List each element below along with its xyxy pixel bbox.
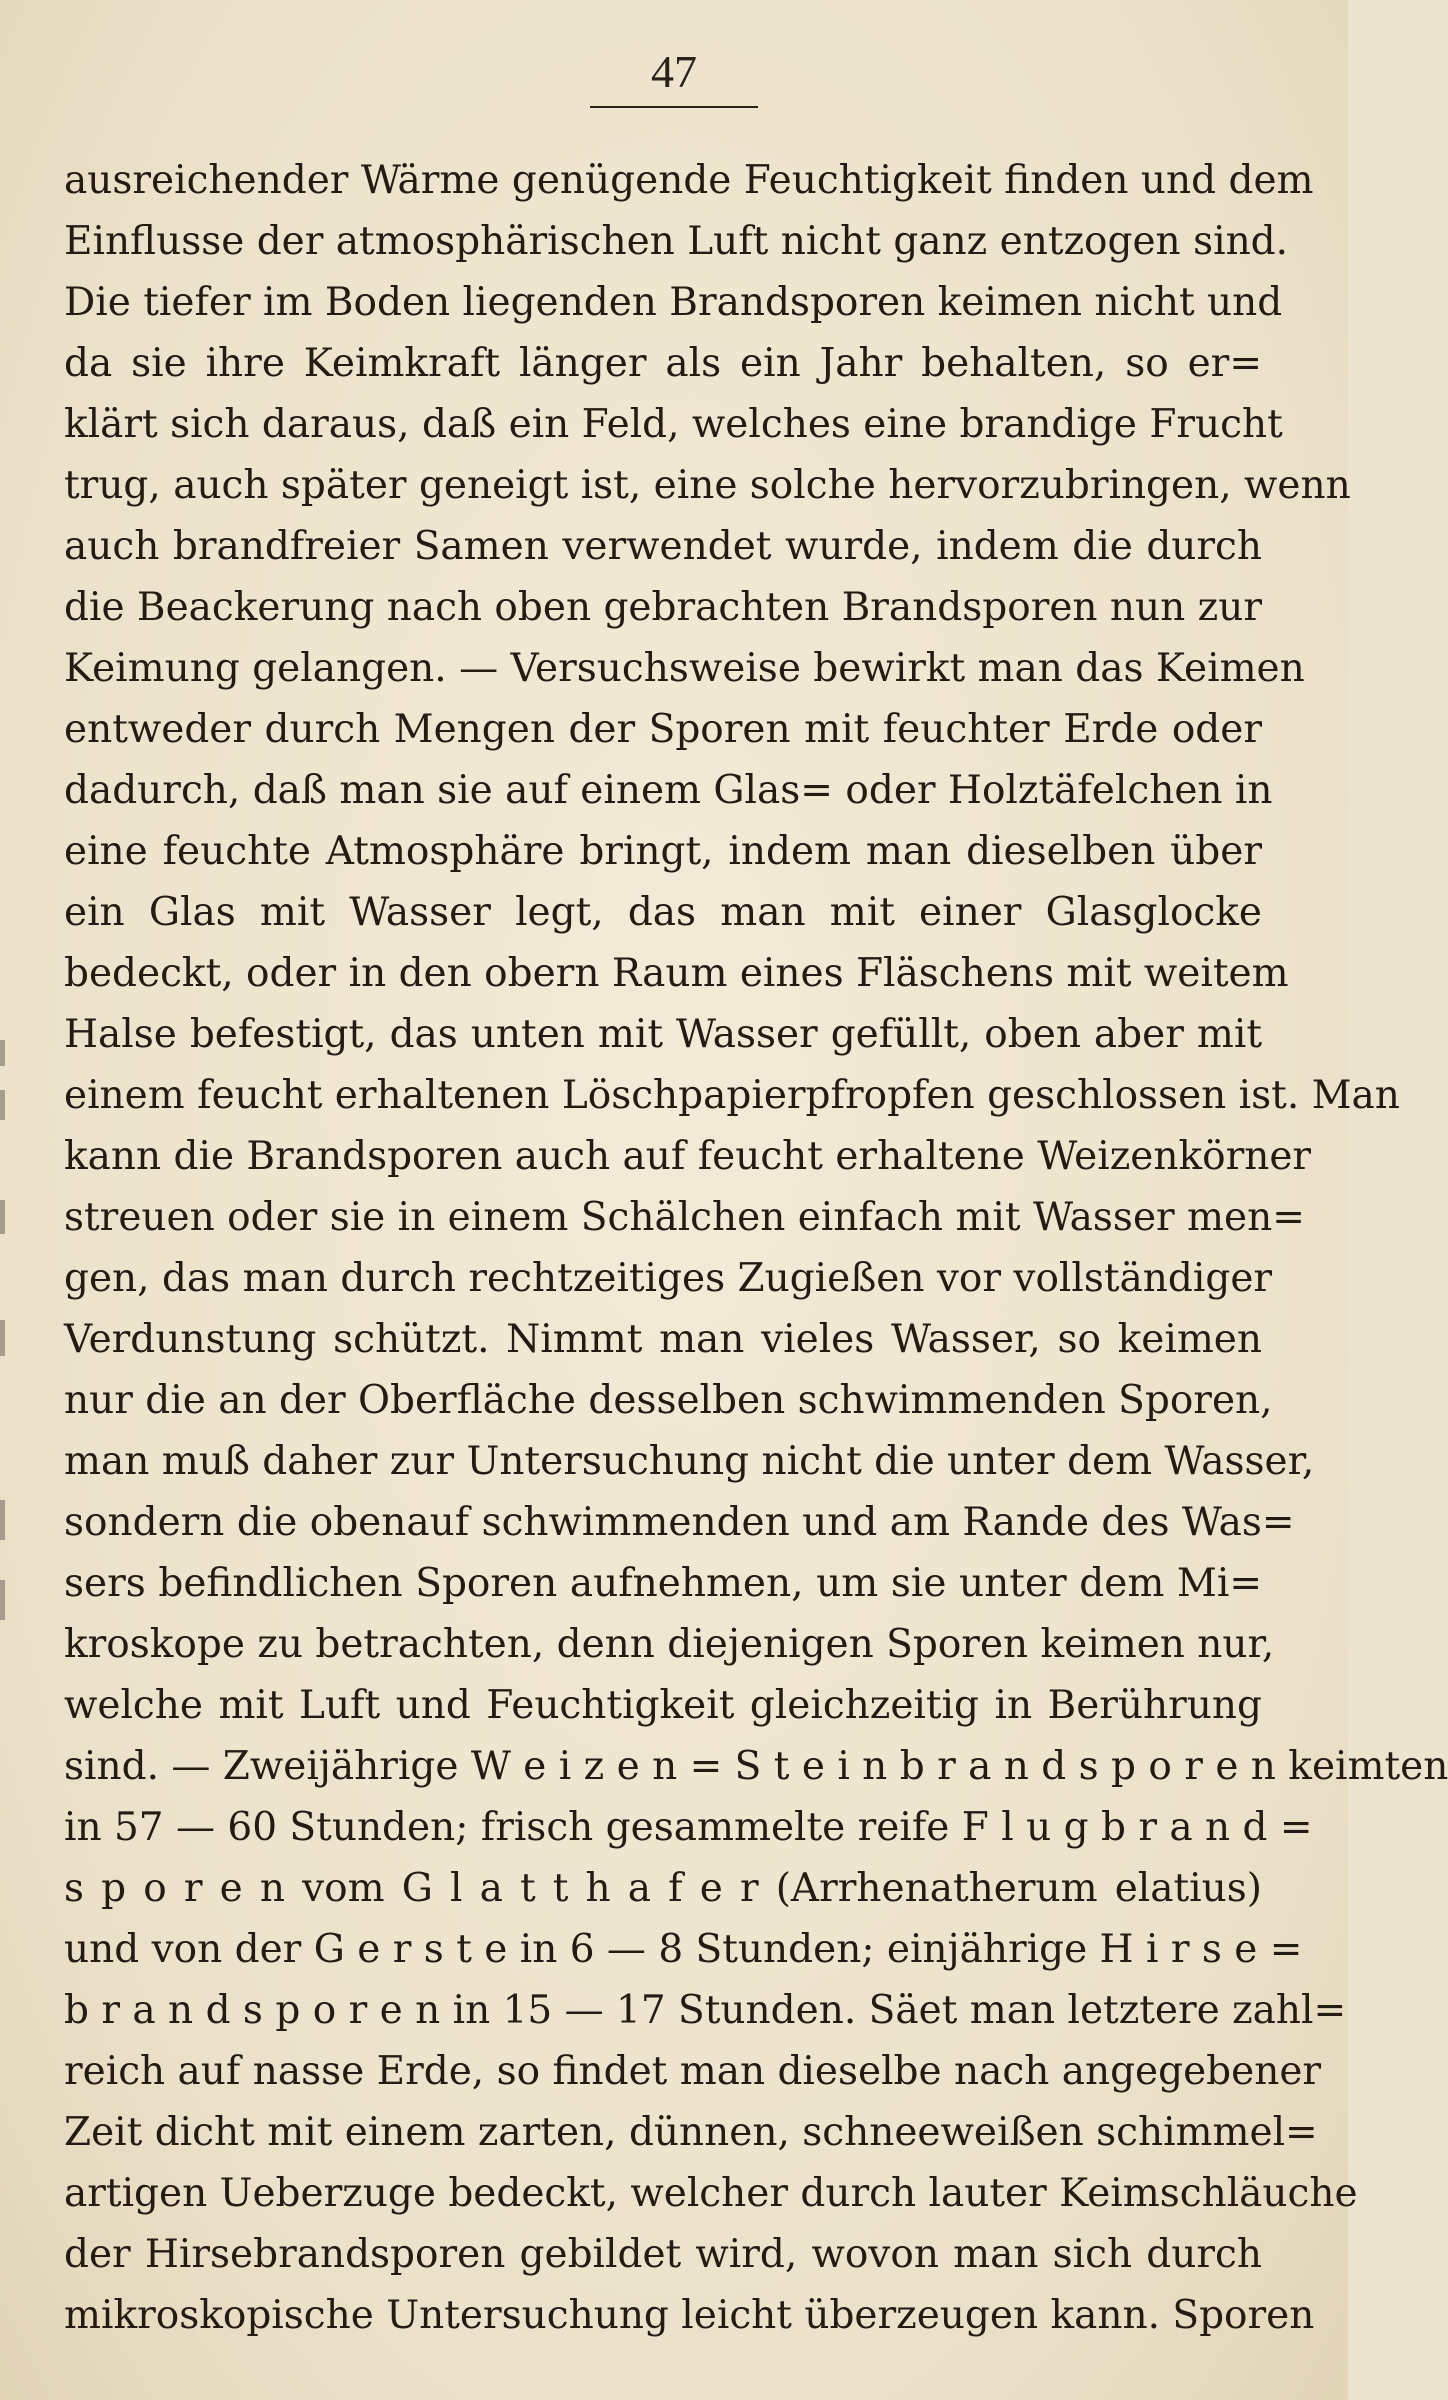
text-line: kroskope zu betrachten, denn diejenigen Sporen keimen nur, xyxy=(64,1622,1275,1667)
text-line: Die tiefer im Boden liegenden Brandsporen keimen nicht und xyxy=(64,280,1283,325)
text-line: mikroskopische Untersuchung leicht überzeugen kann. Sporen xyxy=(64,2293,1315,2338)
text-line: reich auf nasse Erde, so findet man dieselbe nach angegebener xyxy=(64,2049,1322,2094)
text-line: sind. — Zweijährige W e i z e n = S t e i n b r a n d s p o r e n keimten xyxy=(64,1744,1448,1789)
text-line: Halse befestigt, das unten mit Wasser gefüllt, oben aber mit xyxy=(64,1012,1262,1057)
text-line: ein Glas mit Wasser legt, das man mit einer Glasglocke xyxy=(64,890,1262,935)
text-line: Verdunstung schützt. Nimmt man vieles Wasser, so keimen xyxy=(64,1317,1262,1362)
text-line: man muß daher zur Untersuchung nicht die unter dem Wasser, xyxy=(64,1439,1315,1484)
spine-mark xyxy=(0,1320,5,1356)
text-line: b r a n d s p o r e n in 15 — 17 Stunden. Säet man letztere zahl= xyxy=(64,1988,1347,2033)
text-line: kann die Brandsporen auch auf feucht erhaltene Weizenkörner xyxy=(64,1134,1312,1179)
spine-mark xyxy=(0,1200,5,1234)
text-line: klärt sich daraus, daß ein Feld, welches eine brandige Frucht xyxy=(64,402,1283,447)
text-line: die Beackerung nach oben gebrachten Brandsporen nun zur xyxy=(64,585,1262,630)
text-line: sers befindlichen Sporen aufnehmen, um sie unter dem Mi= xyxy=(64,1561,1262,1606)
text-line: eine feuchte Atmosphäre bringt, indem man dieselben über xyxy=(64,829,1262,874)
text-line: da sie ihre Keimkraft länger als ein Jahr behalten, so er= xyxy=(64,341,1262,386)
text-line: Keimung gelangen. — Versuchsweise bewirkt man das Keimen xyxy=(64,646,1305,691)
text-line: sondern die obenauf schwimmenden und am Rande des Was= xyxy=(64,1500,1295,1545)
text-line: gen, das man durch rechtzeitiges Zugießen vor vollständiger xyxy=(64,1256,1273,1301)
text-line: s p o r e n vom G l a t t h a f e r (Arrhenatherum elatius) xyxy=(64,1866,1262,1911)
text-line: welche mit Luft und Feuchtigkeit gleichzeitig in Berührung xyxy=(64,1683,1262,1728)
text-line: in 57 — 60 Stunden; frisch gesammelte reife F l u g b r a n d = xyxy=(64,1805,1313,1850)
text-line: trug, auch später geneigt ist, eine solche hervorzubringen, wenn xyxy=(64,463,1351,508)
spine-mark xyxy=(0,1500,5,1540)
text-line: auch brandfreier Samen verwendet wurde, indem die durch xyxy=(64,524,1262,569)
text-line: Zeit dicht mit einem zarten, dünnen, schneeweißen schimmel= xyxy=(64,2110,1318,2155)
text-line: entweder durch Mengen der Sporen mit feuchter Erde oder xyxy=(64,707,1262,752)
text-line: ausreichender Wärme genügende Feuchtigkeit finden und dem xyxy=(64,158,1314,203)
text-line: artigen Ueberzuge bedeckt, welcher durch lauter Keimschläuche xyxy=(64,2171,1358,2216)
text-line: dadurch, daß man sie auf einem Glas= oder Holztäfelchen in xyxy=(64,768,1273,813)
body-text xyxy=(64,150,1448,2346)
header-rule xyxy=(590,106,758,108)
text-line: Einflusse der atmosphärischen Luft nicht ganz entzogen sind. xyxy=(64,219,1289,264)
text-line: und von der G e r s t e in 6 — 8 Stunden; einjährige H i r s e = xyxy=(64,1927,1303,1972)
text-line: einem feucht erhaltenen Löschpapierpfropfen geschlossen ist. Man xyxy=(64,1073,1400,1118)
spine-mark xyxy=(0,1040,5,1066)
text-line: streuen oder sie in einem Schälchen einfach mit Wasser men= xyxy=(64,1195,1305,1240)
spine-mark xyxy=(0,1580,5,1620)
spine-mark xyxy=(0,1090,5,1120)
text-line: der Hirsebrandsporen gebildet wird, wovon man sich durch xyxy=(64,2232,1262,2277)
text-line: bedeckt, oder in den obern Raum eines Fläschens mit weitem xyxy=(64,951,1289,996)
page-number: 47 xyxy=(651,46,697,97)
text-line: nur die an der Oberfläche desselben schwimmenden Sporen, xyxy=(64,1378,1273,1423)
